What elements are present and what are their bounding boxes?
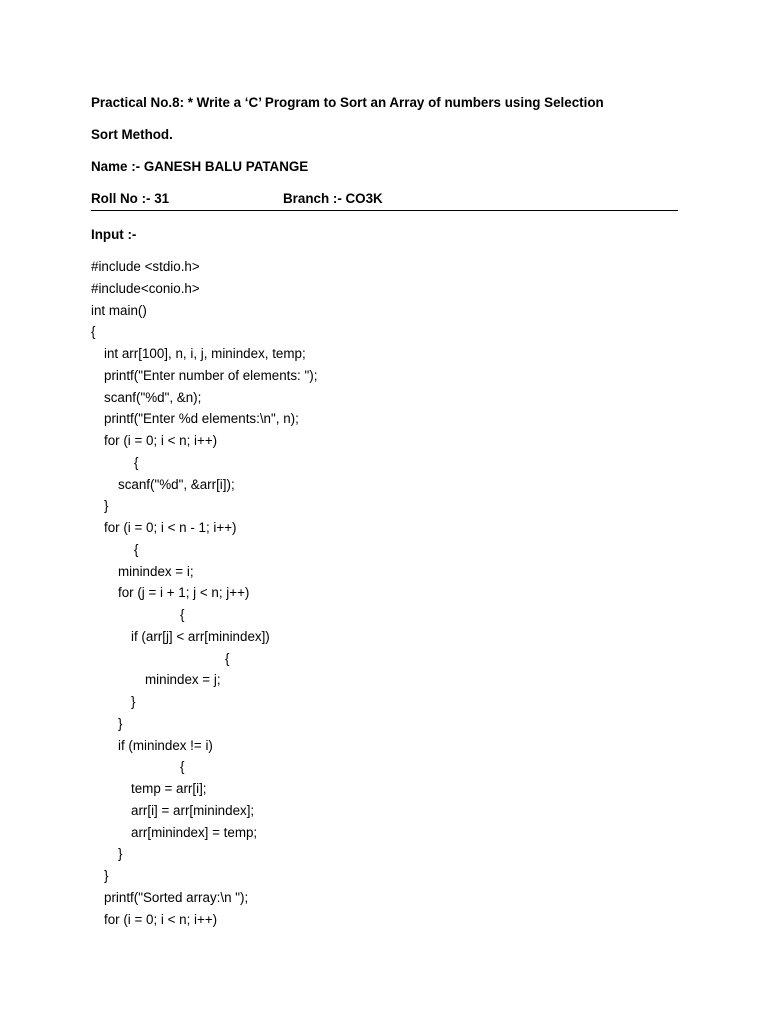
code-line: arr[minindex] = temp; (131, 824, 258, 840)
code-line: { (225, 650, 230, 666)
code-line: for (i = 0; i < n; i++) (104, 433, 218, 448)
practical-title: Practical No.8: * Write a ‘C’ Program to Sort an Array of numbers using Selection (91, 95, 604, 110)
code-line: if (arr[j] < arr[minindex]) (131, 628, 270, 644)
code-line: temp = arr[i]; (131, 781, 207, 796)
student-name: Name :- GANESH BALU PATANGE (91, 159, 309, 174)
code-line: } (104, 868, 109, 883)
code-line: { (134, 454, 139, 470)
code-line: arr[i] = arr[minindex]; (131, 802, 255, 818)
code-line: { (180, 759, 185, 775)
code-line: scanf("%d", &n); (104, 389, 202, 405)
code-line: printf("Enter %d elements:\n", n); (104, 411, 299, 427)
code-line: for (i = 0; i < n; i++) (104, 911, 218, 927)
practical-title-continued: Sort Method. (91, 127, 173, 142)
branch: Branch :- CO3K (283, 191, 383, 206)
code-line: } (104, 498, 109, 514)
code-line: } (118, 846, 123, 862)
code-line: #include<conio.h> (91, 280, 200, 296)
input-label: Input :- (91, 227, 137, 242)
code-line: #include <stdio.h> (91, 259, 200, 274)
code-line: scanf("%d", &arr[i]); (118, 476, 235, 492)
code-line: int arr[100], n, i, j, minindex, temp; (104, 346, 306, 361)
code-line: } (118, 715, 123, 731)
roll-number: Roll No :- 31 (91, 191, 170, 206)
code-line: int main() (91, 302, 147, 318)
code-line: } (131, 694, 136, 709)
code-listing (91, 256, 318, 930)
code-line: printf("Enter number of elements: "); (104, 367, 318, 383)
code-line: if (minindex != i) (118, 737, 213, 753)
code-line: for (j = i + 1; j < n; j++) (118, 585, 250, 601)
code-line: { (134, 541, 139, 557)
code-line: minindex = i; (118, 563, 194, 579)
code-line: for (i = 0; i < n - 1; i++) (104, 520, 237, 535)
code-line: printf("Sorted array:\n "); (104, 889, 249, 905)
code-line: { (91, 324, 96, 340)
code-line: minindex = j; (145, 672, 221, 688)
header-divider (91, 210, 678, 211)
code-line: { (180, 607, 185, 622)
